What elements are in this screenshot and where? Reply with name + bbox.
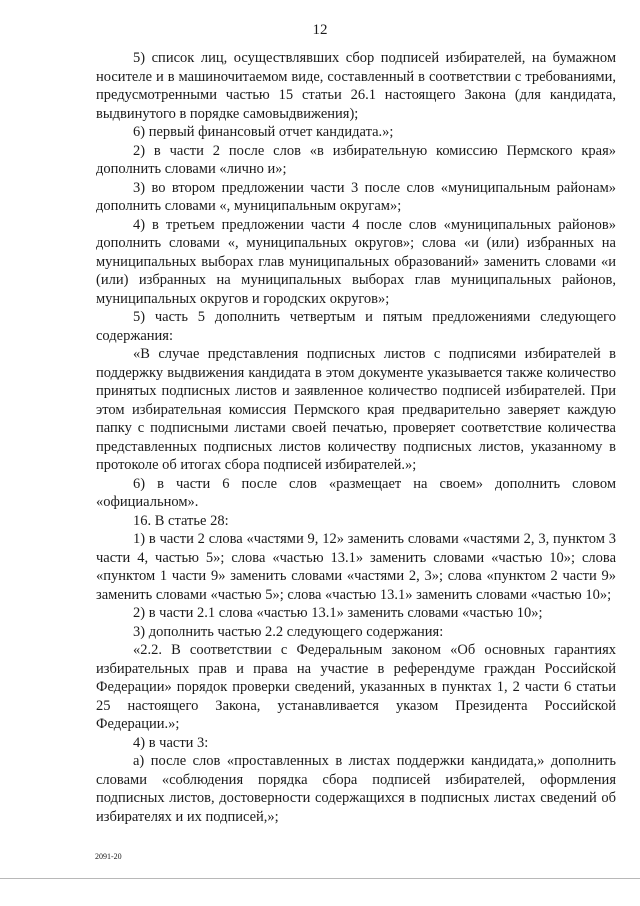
document-code: 2091-20 bbox=[95, 852, 122, 861]
paragraph: 2) в части 2.1 слова «частью 13.1» заменить словами «частью 10»; bbox=[133, 605, 543, 621]
paragraph: 6) первый финансовый отчет кандидата.»; bbox=[133, 124, 394, 140]
paragraph: 5) список лиц, осуществлявших сбор подписей избирателей, на бумажном носителе и в машиночитаемом виде, составленный в соответствии с требованиями, предусмотренными частью 15 статьи 26.1 настоящего Закона (для кандидата, выдвинутого в порядке самовыдвижения); bbox=[96, 50, 616, 122]
page-bottom-edge bbox=[0, 878, 640, 906]
paragraph: 4) в части 3: bbox=[133, 734, 209, 751]
paragraph: а) после слов «проставленных в листах поддержки кандидата,» дополнить словами «соблюдения порядка сбора подписей избирателей, оформления подписных листов, достоверности содержащихся в подписных листах сведений об избирателях и их подписей,»; bbox=[96, 753, 616, 825]
paragraph: 1) в части 2 слова «частями 9, 12» заменить словами «частями 2, 3, пунктом 3 части 4, частью 5»; слова «частью 13.1» заменить словами «частью 10»; слова «пунктом 1 части 9» заменить словами «частями 2, 3»; слова «пунктом 2 части 9» заменить словами «частью 5»; слова «частью 13.1» заменить словами «частью 10»; bbox=[96, 531, 616, 603]
paragraph: 3) во втором предложении части 3 после слов «муниципальным районам» дополнить словами «, муниципальным округам»; bbox=[96, 179, 616, 214]
quoted-paragraph: «2.2. В соответствии с Федеральным законом «Об основных гарантиях избирательных прав и права на участие в референдуме граждан Российской Федерации» порядок проверки сведений, указанных в пунктах 1, 2 части 6 статьи 25 настоящего Закона, устанавливается указом Президента Российской Федерации.»; bbox=[96, 642, 616, 732]
paragraph: 5) часть 5 дополнить четвертым и пятым предложениями следующего содержания: bbox=[96, 309, 616, 344]
section-heading: 16. В статье 28: bbox=[133, 512, 229, 529]
paragraph: 3) дополнить частью 2.2 следующего содержания: bbox=[133, 623, 444, 640]
page-number: 12 bbox=[312, 22, 328, 38]
paragraph: 6) в части 6 после слов «размещает на своем» дополнить словом «официальном». bbox=[96, 475, 616, 510]
paragraph: 4) в третьем предложении части 4 после слов «муниципальных районов» дополнить словами «, муниципальных округов»; слова «и (или) избранных на муниципальных выборах глав муниципальных образований» заменить словами «и (или) избранных на муниципальных выборах глав муниципальных районов, муниципальных округов и городских округов»; bbox=[96, 216, 616, 307]
quoted-paragraph: «В случае представления подписных листов с подписями избирателей в поддержку выдвижения кандидата в этом документе указывается также количество принятых подписных листов и заявленное количество подписей избирателей. При этом избирательная комиссия Пермского края предварительно заверяет каждую папку с подписными листами своей печатью, проверяет соответствие количества представленных подписных листов количеству подписных листов, указанному в протоколе об итогах сбора подписей избирателей.»; bbox=[96, 346, 616, 473]
paragraph: 2) в части 2 после слов «в избирательную комиссию Пермского края» дополнить словами «лично и»; bbox=[96, 142, 616, 177]
document-body bbox=[96, 49, 616, 826]
